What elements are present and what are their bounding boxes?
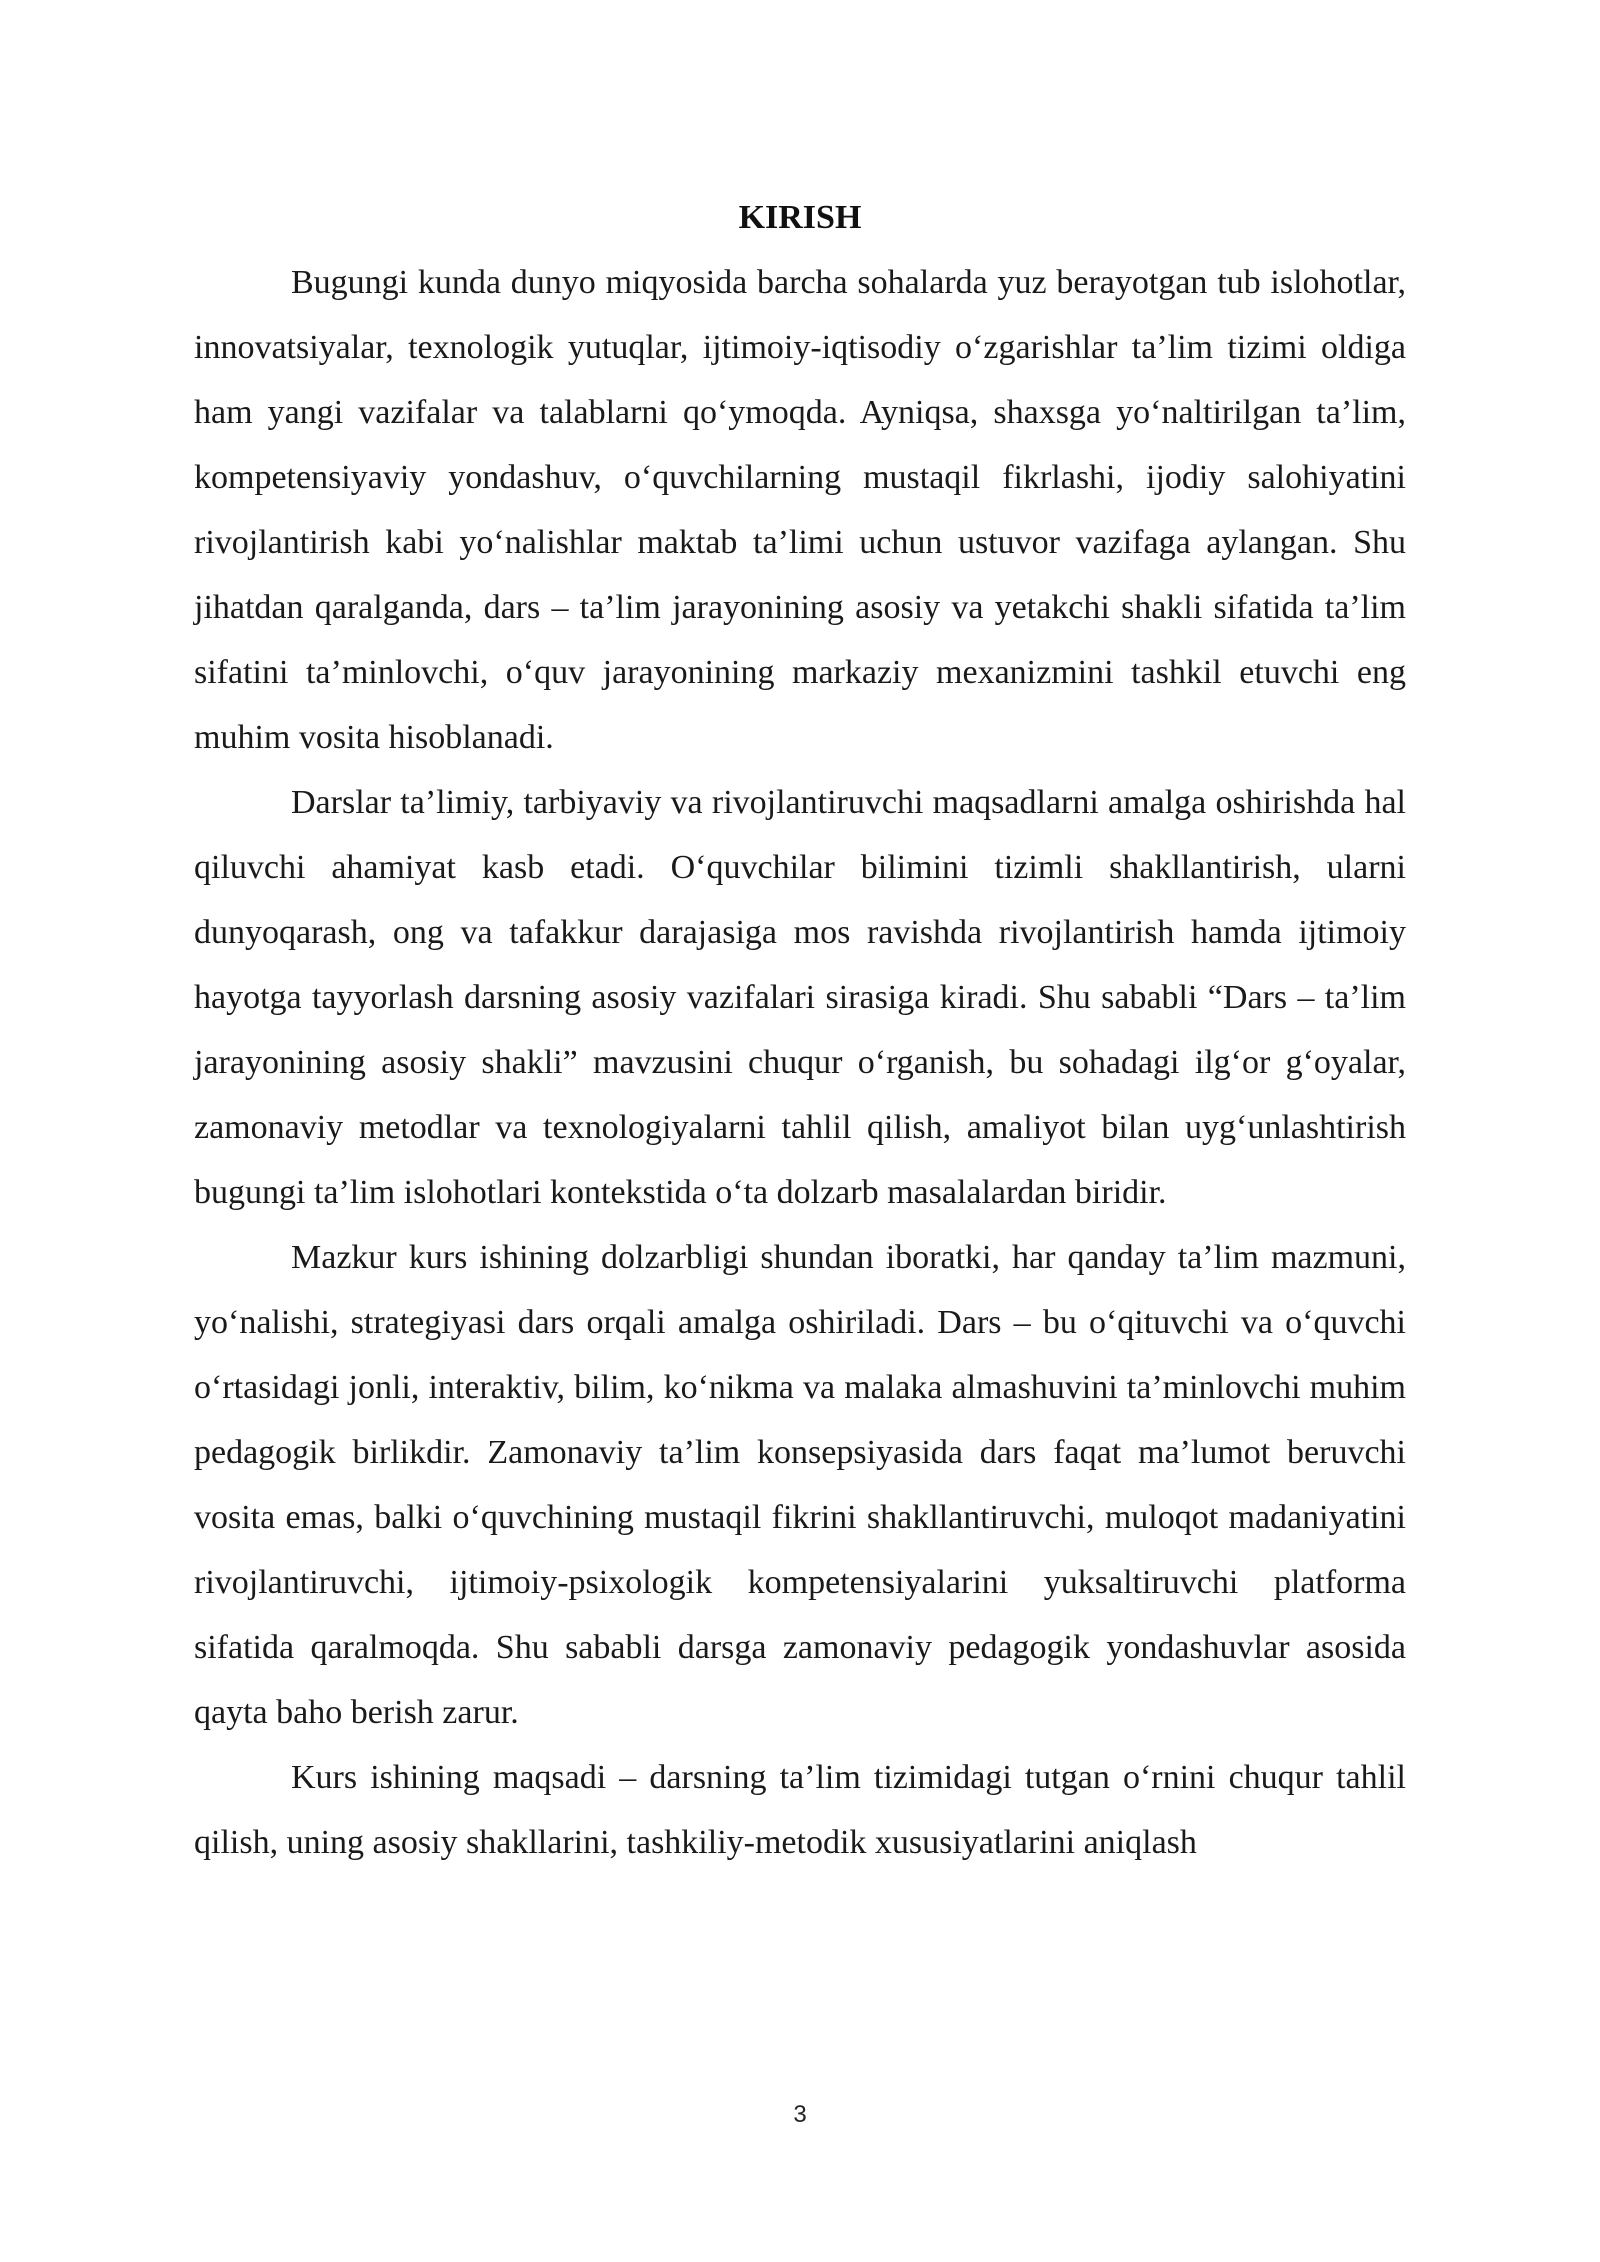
paragraph-intro: Bugungi kunda dunyo miqyosida barcha sohalarda yuz berayotgan tub islohotlar, innovatsiyalar, texnologik yutuqlar, ijtimoiy-iqtisodiy o‘zgarishlar ta’lim tizimi oldiga ham yangi vazifalar va talablarni qo‘ymoqda. Ayniqsa, shaxsga yo‘naltirilgan ta’lim, kompetensiyaviy yondashuv, o‘quvchilarning mustaqil fikrlashi, ijodiy salohiyatini rivojlantirish kabi yo‘nalishlar maktab ta’limi uchun ustuvor vazifaga aylangan. Shu jihatdan qaralganda, dars – ta’lim jarayonining asosiy va yetakchi shakli sifatida ta’lim sifatini ta’minlovchi, o‘quv jarayonining markaziy mexanizmini tashkil etuvchi eng muhim vosita hisoblanadi.	[194, 264, 1406, 756]
paragraph-goal: Kurs ishining maqsadi – darsning ta’lim tizimidagi tutgan o‘rnini chuqur tahlil qilish, uning asosiy shakllarini, tashkiliy-metodik xususiyatlarini aniqlash	[194, 1759, 1406, 1861]
paragraph-relevance: Mazkur kurs ishining dolzarbligi shundan iboratki, har qanday ta’lim mazmuni, yo‘nalishi, strategiyasi dars orqali amalga oshiriladi. Dars – bu o‘qituvchi va o‘quvchi o‘rtasidagi jonli, interaktiv, bilim, ko‘nikma va malaka almashuvini ta’minlovchi muhim pedagogik birlikdir. Zamonaviy ta’lim konsepsiyasida dars faqat ma’lumot beruvchi vosita emas, balki o‘quvchining mustaqil fikrini shakllantiruvchi, muloqot madaniyatini rivojlantiruvchi, ijtimoiy-psixologik kompetensiyalarini yuksaltiruvchi platforma sifatida qaralmoqda. Shu sababli darsga zamonaviy pedagogik yondashuvlar asosida qayta baho berish zarur.	[194, 1239, 1406, 1731]
page-number: 3	[793, 2101, 807, 2128]
page-body	[194, 188, 1406, 1875]
section-title: KIRISH	[738, 199, 862, 236]
paragraph-lessons: Darslar ta’limiy, tarbiyaviy va rivojlantiruvchi maqsadlarni amalga oshirishda hal qiluvchi ahamiyat kasb etadi. O‘quvchilar bilimini tizimli shakllantirish, ularni dunyoqarash, ong va tafakkur darajasiga mos ravishda rivojlantirish hamda ijtimoiy hayotga tayyorlash darsning asosiy vazifalari sirasiga kiradi. Shu sababli “Dars – ta’lim jarayonining asosiy shakli” mavzusini chuqur o‘rganish, bu sohadagi ilg‘or g‘oyalar, zamonaviy metodlar va texnologiyalarni tahlil qilish, amaliyot bilan uyg‘unlashtirish bugungi ta’lim islohotlari kontekstida o‘ta dolzarb masalalardan biridir.	[194, 784, 1406, 1211]
